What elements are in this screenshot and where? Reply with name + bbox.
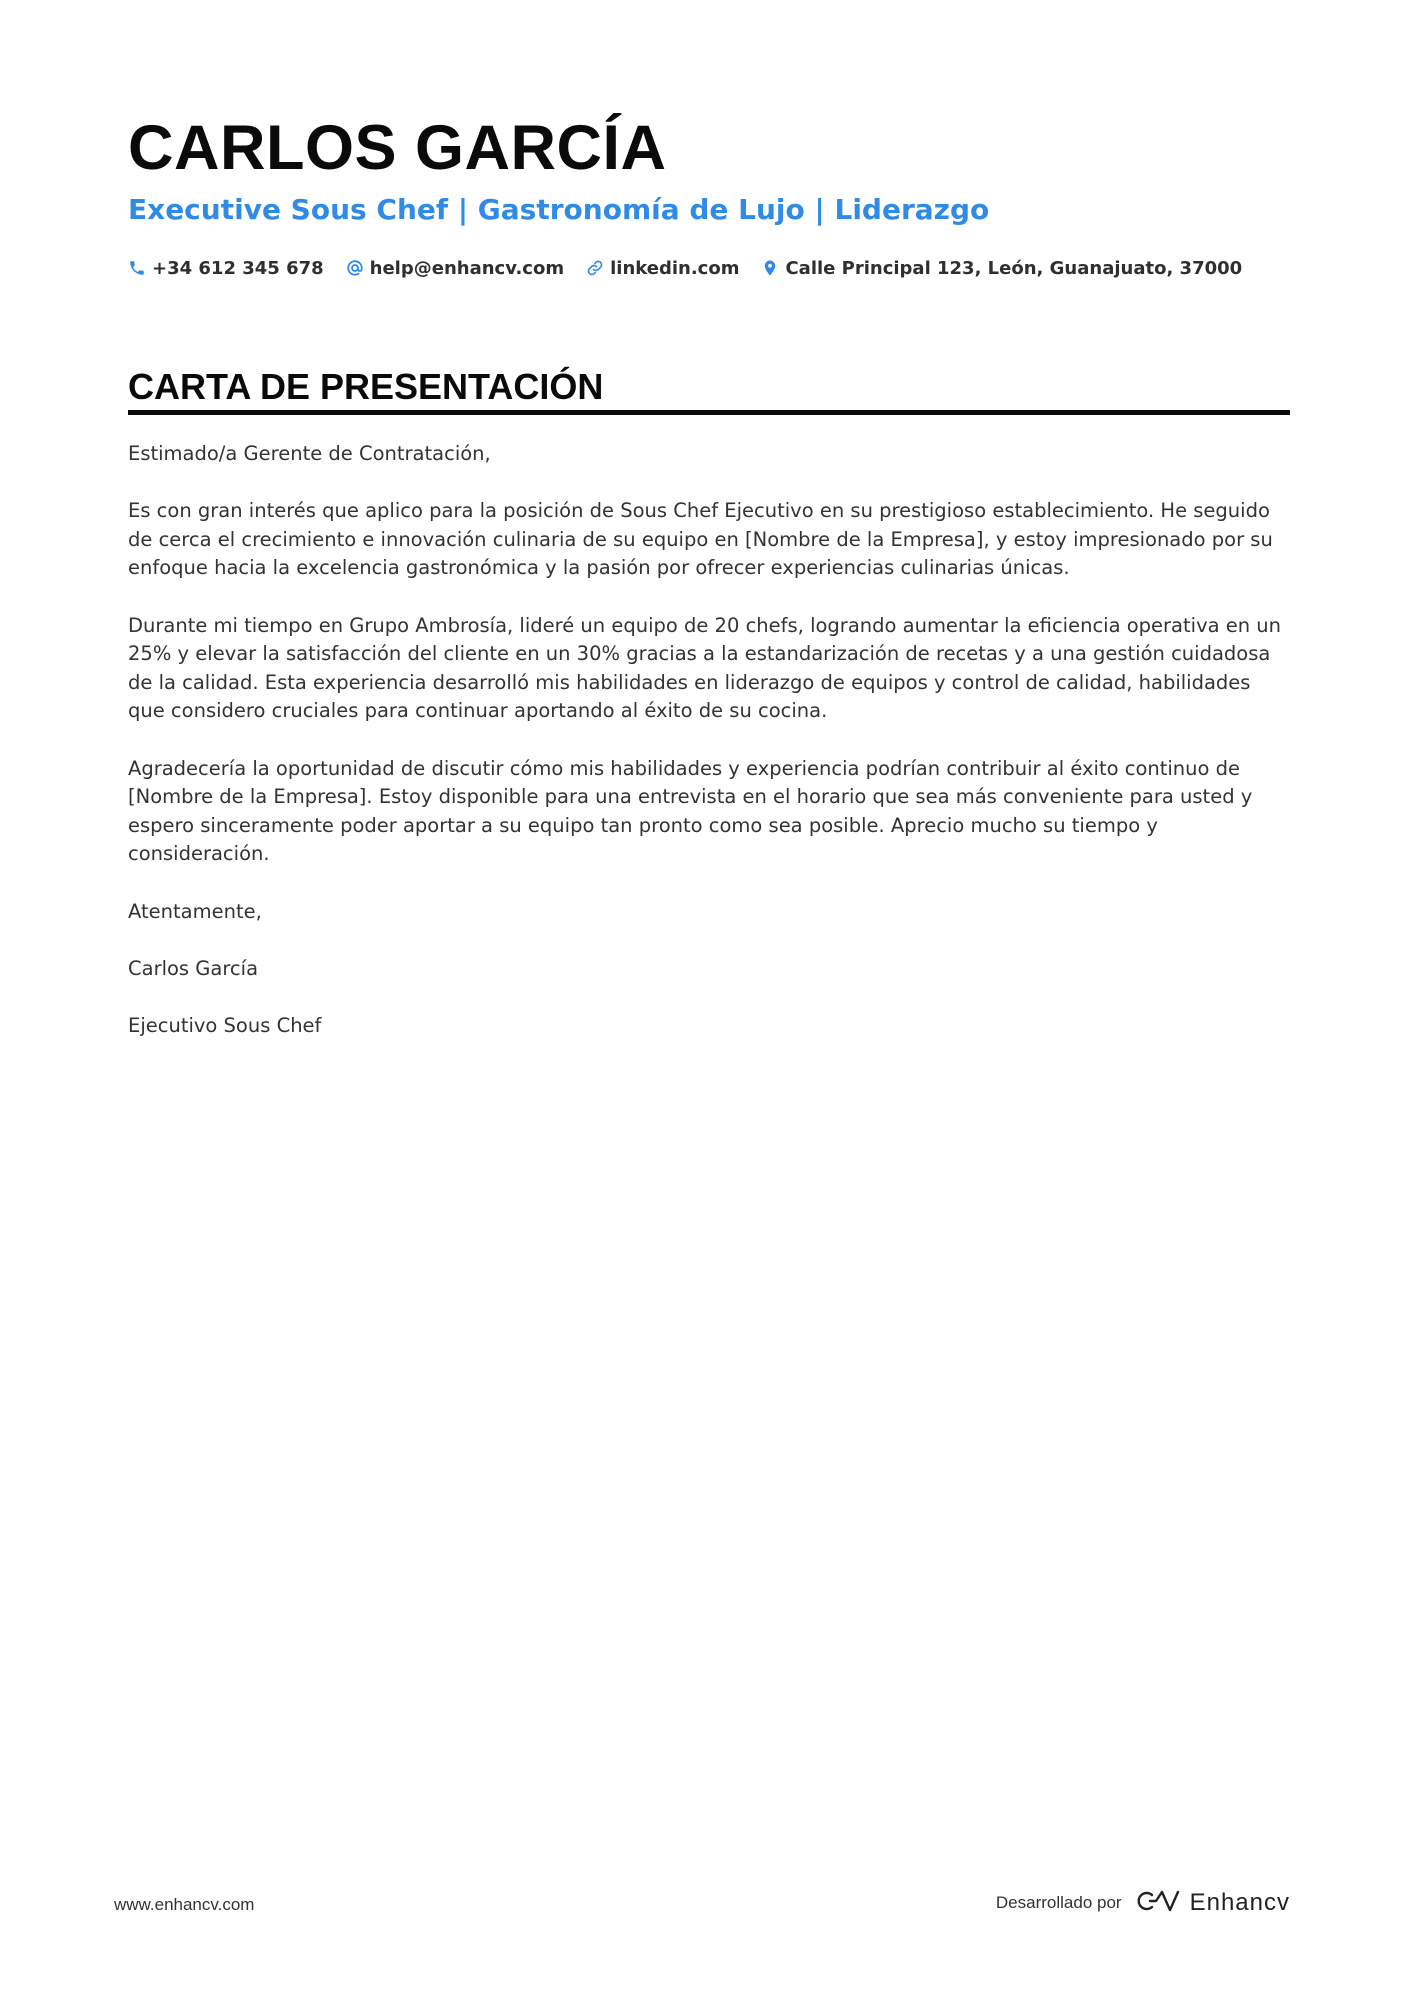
section-divider <box>128 410 1290 415</box>
phone-number: +34 612 345 678 <box>152 257 324 279</box>
letter-closing: Atentamente, <box>128 899 262 923</box>
phone-icon <box>128 259 146 277</box>
contact-phone[interactable] <box>128 258 324 279</box>
letter-paragraph: Durante mi tiempo en Grupo Ambrosía, lideré un equipo de 20 chefs, logrando aumentar la eficiencia operativa en un 25% y elevar la satisfacción del cliente en un 30% gracias a la estandarización de recetas y a una gestión cuidadosa de la calidad. Esta experiencia desarrolló mis habilidades en liderazgo de equipos y control de calidad, habilidades que considero cruciales para continuar aportando al éxito de su cocina. <box>128 613 1282 723</box>
postal-address: Calle Principal 123, León, Guanajuato, 37000 <box>785 257 1243 279</box>
candidate-name: CARLOS GARCÍA <box>128 113 667 183</box>
at-icon <box>346 259 364 277</box>
powered-by-label: Desarrollado por <box>995 1893 1122 1912</box>
signature-title: Ejecutivo Sous Chef <box>128 1013 322 1037</box>
footer-branding <box>996 1886 1290 1920</box>
email-address: help@enhancv.com <box>369 257 565 279</box>
linkedin-link: linkedin.com <box>610 257 740 279</box>
location-pin-icon <box>761 259 779 277</box>
contact-bar <box>128 252 1264 284</box>
section-title: CARTA DE PRESENTACIÓN <box>128 366 604 407</box>
contact-address <box>761 258 1242 279</box>
contact-linkedin[interactable] <box>586 258 739 279</box>
enhancv-logo-icon <box>1134 1888 1190 1918</box>
letter-greeting: Estimado/a Gerente de Contratación, <box>128 442 491 465</box>
candidate-headline: Executive Sous Chef | Gastronomía de Lujo | Liderazgo <box>128 193 990 226</box>
signature-name: Carlos García <box>128 956 259 980</box>
contact-email[interactable] <box>346 258 564 279</box>
link-icon <box>586 259 604 277</box>
letter-paragraph: Agradecería la oportunidad de discutir cómo mis habilidades y experiencia podrían contribuir al éxito continuo de [Nombre de la Empresa]. Estoy disponible para una entrevista en el horario que sea más conveniente para usted y espero sinceramente poder aportar a su equipo tan pronto como sea posible. Aprecio mucho su tiempo y consideración. <box>128 756 1253 866</box>
letter-paragraph: Es con gran interés que aplico para la posición de Sous Chef Ejecutivo en su prestigioso establecimiento. He seguido de cerca el crecimiento e innovación culinaria de su equipo en [Nombre de la Empresa], y estoy impresionado por su enfoque hacia la excelencia gastronómica y la pasión por ofrecer experiencias culinarias únicas. <box>128 499 1273 580</box>
letter-body <box>128 440 1288 1069</box>
brand-name: Enhancv <box>1189 1889 1290 1916</box>
footer-website[interactable]: www.enhancv.com <box>114 1895 255 1914</box>
